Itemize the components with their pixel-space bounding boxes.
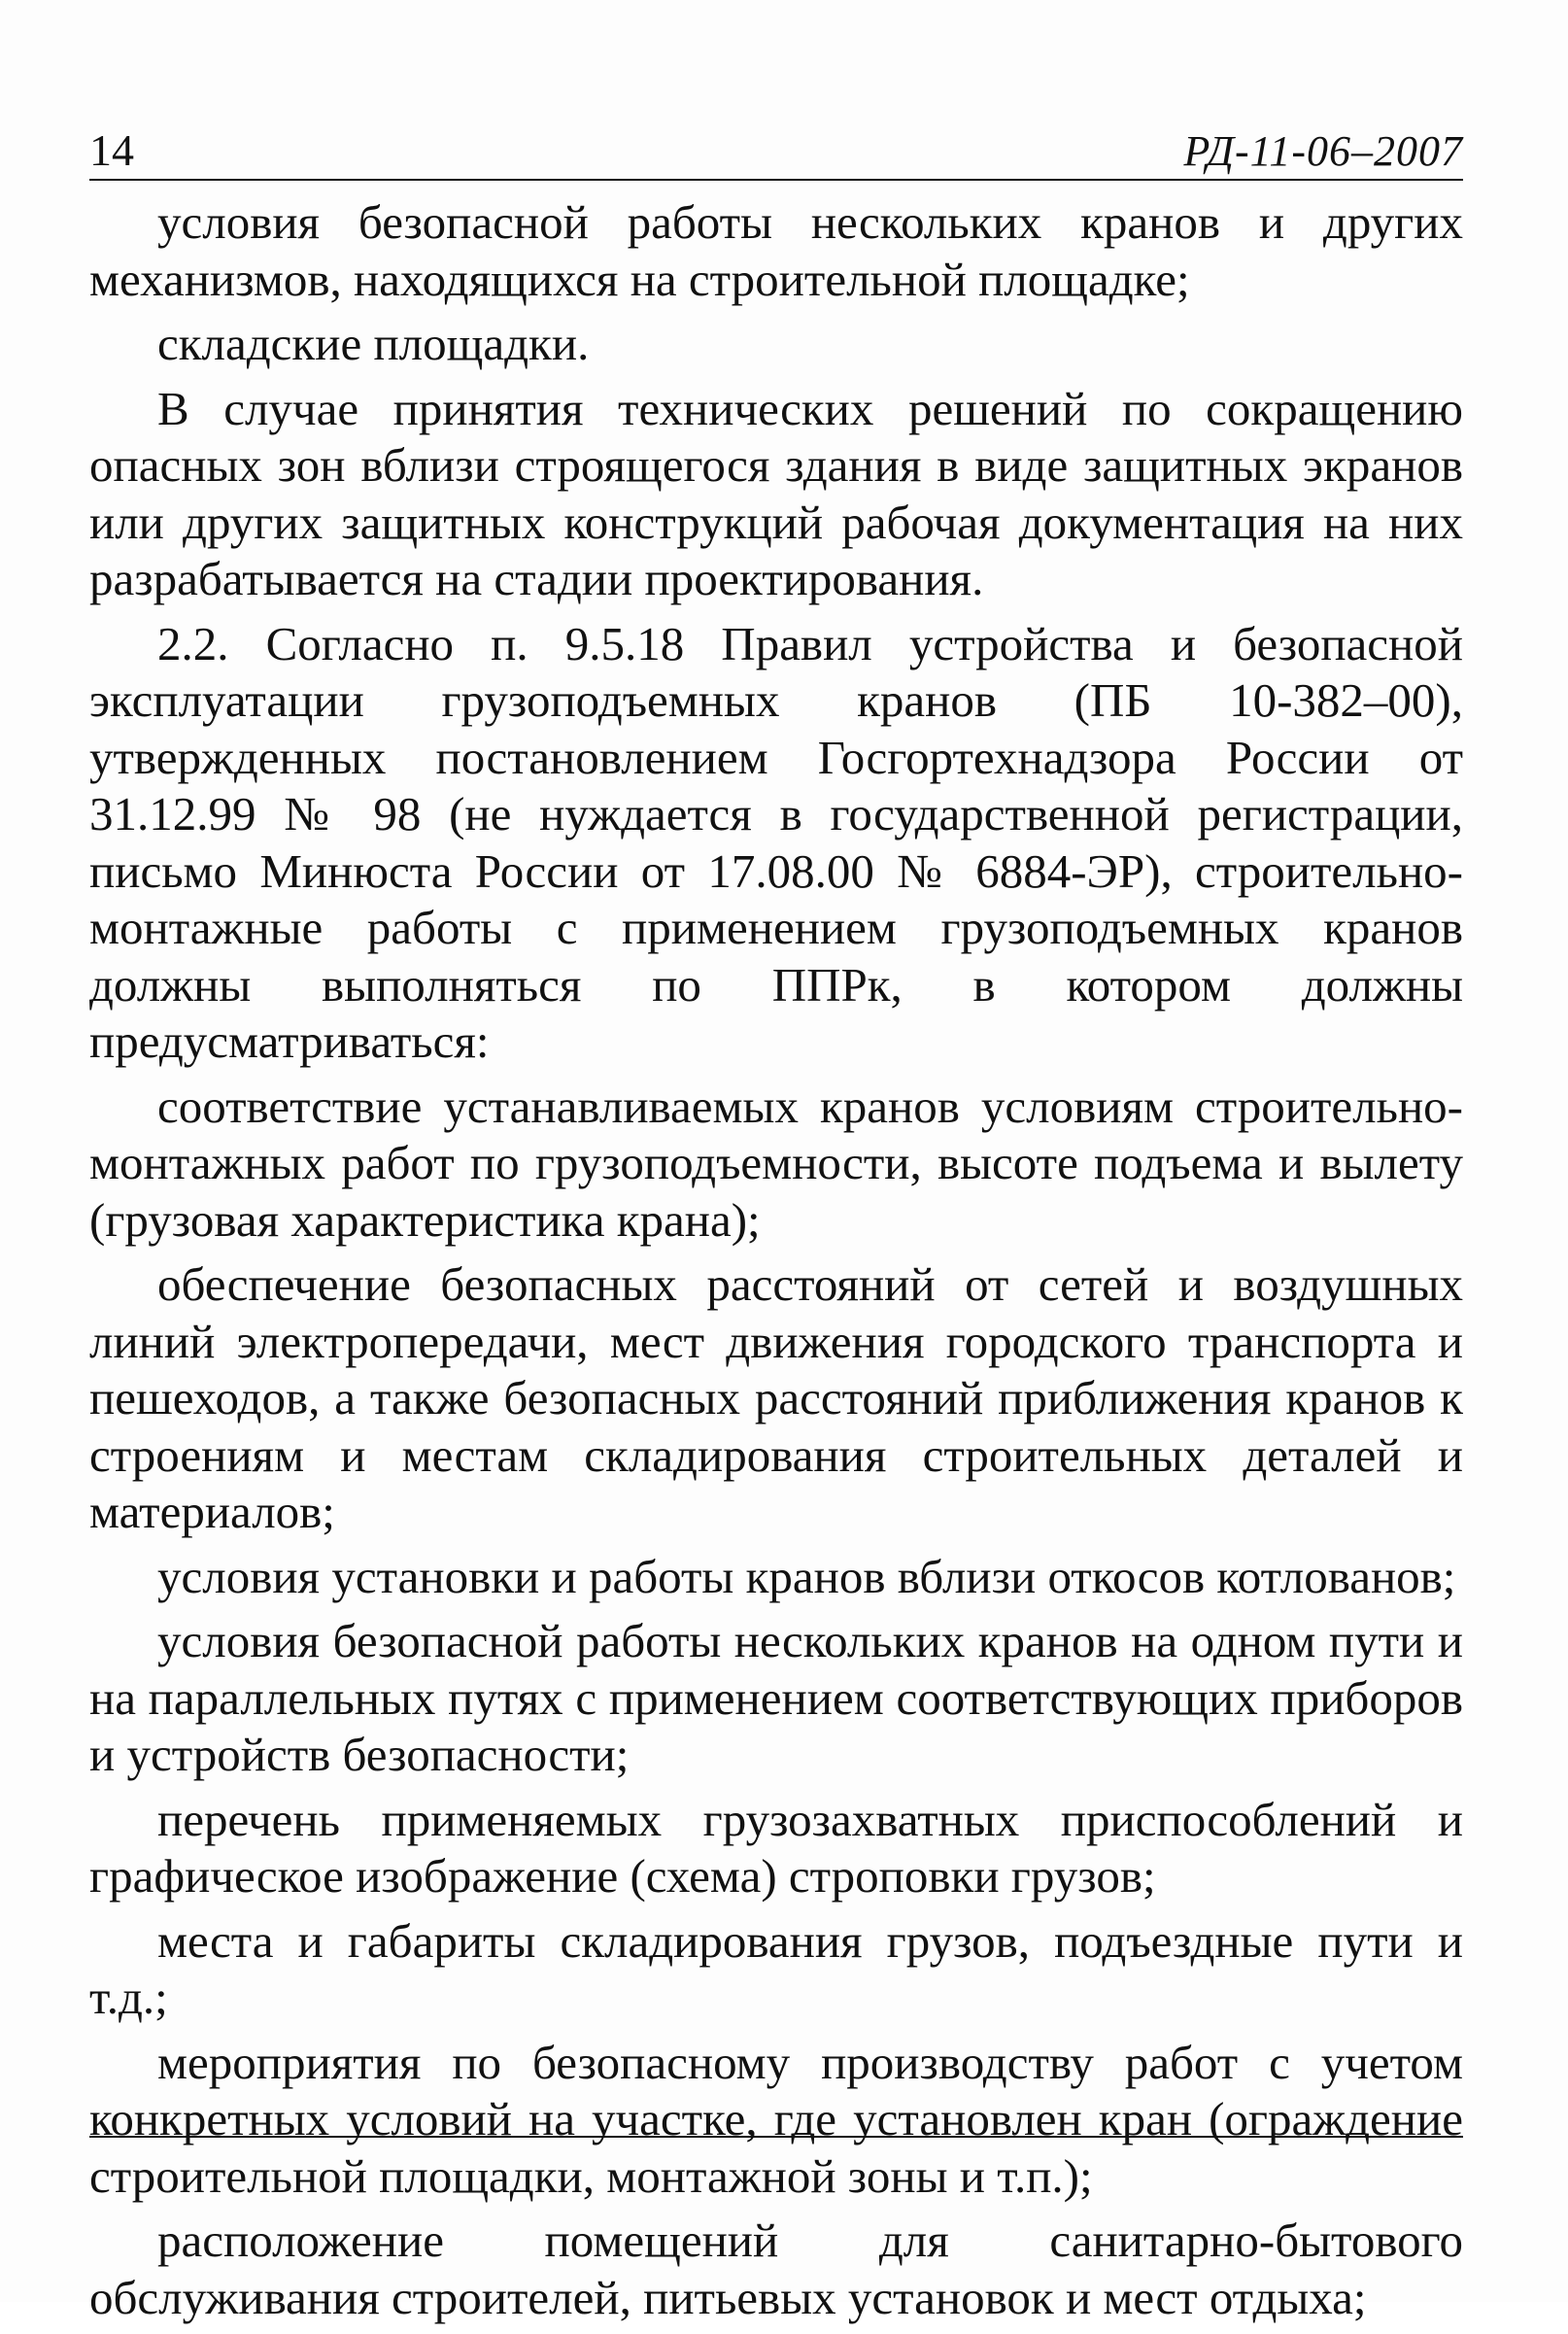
document-code: РД-11-06–2007 bbox=[1183, 127, 1463, 175]
paragraph-10: места и габариты складирования грузов, подъездные пути и т.д.; bbox=[89, 1913, 1463, 2024]
paragraph-12: расположение помещений для санитарно-бытового обслуживания строителей, питьевых установок и мест отдыха; bbox=[89, 2214, 1463, 2324]
paragraph-3: В случае принятия технических решений по сокращению опасных зон вблизи строящегося здания в виде защитных экранов или других защитных конструкций рабочая документация на них разрабатывается на стадии проектирования. bbox=[89, 381, 1463, 605]
paragraph-4: 2.2. Согласно п. 9.5.18 Правил устройства и безопасной эксплуатации грузоподъемных кранов (ПБ 10-382–00), утвержденных постановлением Госгортехнадзора России от 31.12.99 № 98 (не нуждается в государственной регистрации, письмо Минюста России от 17.08.00 № 6884-ЭР), строительно-монтажные работы с применением грузоподъемных кранов должны выполняться по ППРк, в котором должны предусматриваться: bbox=[89, 616, 1463, 1068]
paragraph-1: условия безопасной работы нескольких кранов и других механизмов, находящихся на строительной площадке; bbox=[89, 195, 1463, 306]
paragraph-8: условия безопасной работы нескольких кранов на одном пути и на параллельных путях с применением соответствующих приборов и устройств безопасности; bbox=[89, 1614, 1463, 1781]
paragraph-9: перечень применяемых грузозахватных приспособлений и графическое изображение (схема) строповки грузов; bbox=[89, 1792, 1463, 1903]
paragraph-5: соответствие устанавливаемых кранов условиям строительно-монтажных работ по грузоподъемности, высоте подъема и вылету (грузовая характеристика крана); bbox=[89, 1079, 1463, 1247]
footer-rule bbox=[89, 2136, 1463, 2138]
paragraph-6: обеспечение безопасных расстояний от сетей и воздушных линий электропередачи, мест движения городского транспорта и пешеходов, а также безопасных расстояний приближения кранов к строениям и местам складирования строительных деталей и материалов; bbox=[89, 1257, 1463, 1538]
paragraph-11: мероприятия по безопасному производству работ с учетом конкретных условий на участке, где установлен кран (ограждение строительной площадки, монтажной зоны и т.п.); bbox=[89, 2035, 1463, 2203]
page-number: 14 bbox=[89, 125, 134, 175]
page-header bbox=[89, 115, 1463, 181]
paragraph-2: складские площадки. bbox=[157, 317, 590, 370]
header-rule bbox=[89, 179, 1463, 181]
body-text bbox=[89, 194, 1463, 2334]
paragraph-7: условия установки и работы кранов вблизи откосов котлованов; bbox=[157, 1549, 1456, 1603]
